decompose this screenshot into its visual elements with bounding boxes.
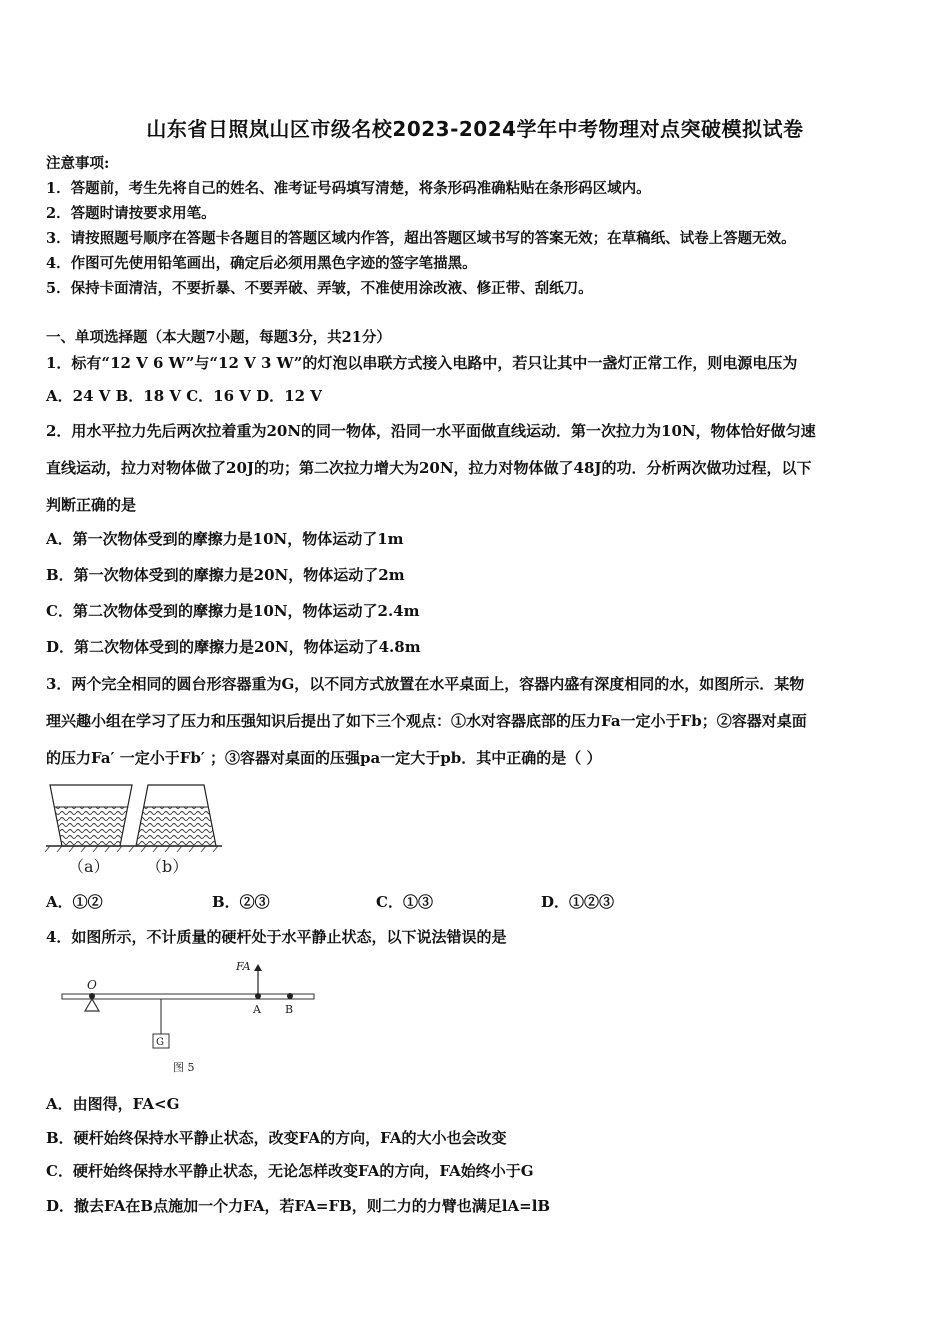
notice-heading: 注意事项: — [46, 155, 110, 172]
weight-label: G — [156, 1037, 164, 1048]
question-1-options: A．24 V B．18 V C．16 V D．12 V — [46, 387, 322, 405]
question-3-option-d: D．①②③ — [541, 893, 615, 911]
notice-item: 3．请按照题号顺序在答题卡各题目的答题区域内作答，超出答题区域书写的答案无效；在草稿纸、试卷上答题无效。 — [46, 230, 796, 247]
pivot-label: O — [87, 978, 97, 992]
figure-caption: 图 5 — [173, 1061, 195, 1074]
question-3-stem-line: 的压力Fa′ 一定小于Fb′ ；③容器对桌面的压强pa一定大于pb．其中正确的是（ ） — [46, 749, 602, 767]
question-4-option-c: C．硬杆始终保持水平静止状态，无论怎样改变FA的方向，FA始终小于G — [46, 1162, 534, 1180]
notice-item: 4．作图可先使用铅笔画出，确定后必须用黑色字迹的签字笔描黑。 — [46, 255, 477, 272]
question-4-option-d: D．撤去FA在B点施加一个力FA，若FA=FB，则二力的力臂也满足lA=lB — [46, 1197, 551, 1215]
question-2-stem-line: 2．用水平拉力先后两次拉着重为20N的同一物体，沿同一水平面做直线运动．第一次拉力为10N，物体恰好做匀速 — [46, 422, 816, 440]
question-3-option-b: B．②③ — [212, 893, 270, 911]
container-a — [50, 785, 132, 846]
question-2-stem-line: 判断正确的是 — [46, 496, 137, 514]
pivot-triangle — [85, 999, 99, 1011]
question-4-option-a: A．由图得，FA<G — [46, 1095, 180, 1113]
question-2-option-d: D．第二次物体受到的摩擦力是20N，物体运动了4.8m — [46, 638, 421, 656]
question-2-stem-line: 直线运动，拉力对物体做了20J的功；第二次拉力增大为20N，拉力对物体做了48J的功．分析两次做功过程，以下 — [46, 459, 812, 477]
notice-item: 1．答题前，考生先将自己的姓名、准考证号码填写清楚，将条形码准确粘贴在条形码区域内。 — [46, 180, 651, 197]
question-3-option-c: C．①③ — [376, 893, 433, 911]
section-heading: 一、单项选择题（本大题7小题，每题3分，共21分） — [46, 329, 391, 346]
question-3-figure — [44, 780, 224, 880]
container-b — [136, 785, 216, 846]
notice-item: 2．答题时请按要求用笔。 — [46, 205, 216, 222]
point-a-label: A — [253, 1003, 261, 1016]
figure-label-b: （b） — [146, 857, 189, 876]
question-3-stem-line: 理兴趣小组在学习了压力和压强知识后提出了如下三个观点：①水对容器底部的压力Fa一定小于Fb；②容器对桌面 — [46, 712, 807, 730]
question-2-option-a: A．第一次物体受到的摩擦力是10N，物体运动了1m — [46, 530, 404, 548]
figure-label-a: （a） — [68, 857, 110, 876]
question-3-option-a: A．①② — [46, 893, 103, 911]
force-arrow — [254, 964, 262, 971]
question-3-stem-line: 3．两个完全相同的圆台形容器重为G，以不同方式放置在水平桌面上，容器内盛有深度相同的水，如图所示．某物 — [46, 675, 805, 693]
point-b-label: B — [285, 1003, 294, 1016]
page-title: 山东省日照岚山区市级名校2023-2024学年中考物理对点突破模拟试卷 — [146, 117, 804, 141]
notice-item: 5．保持卡面清洁，不要折暴、不要弄破、弄皱，不准使用涂改液、修正带、刮纸刀。 — [46, 280, 593, 297]
question-1-stem: 1．标有“12 V 6 W”与“12 V 3 W”的灯泡以串联方式接入电路中，若只让其中一盏灯正常工作，则电源电压为 — [46, 354, 798, 372]
question-2-option-b: B．第一次物体受到的摩擦力是20N，物体运动了2m — [46, 566, 405, 584]
question-4-option-b: B．硬杆始终保持水平静止状态，改变FA的方向，FA的大小也会改变 — [46, 1129, 507, 1147]
question-4-figure — [56, 956, 326, 1078]
question-2-option-c: C．第二次物体受到的摩擦力是10N，物体运动了2.4m — [46, 602, 420, 620]
force-label: FA — [236, 960, 251, 973]
question-4-stem: 4．如图所示，不计质量的硬杆处于水平静止状态，以下说法错误的是 — [46, 928, 507, 946]
